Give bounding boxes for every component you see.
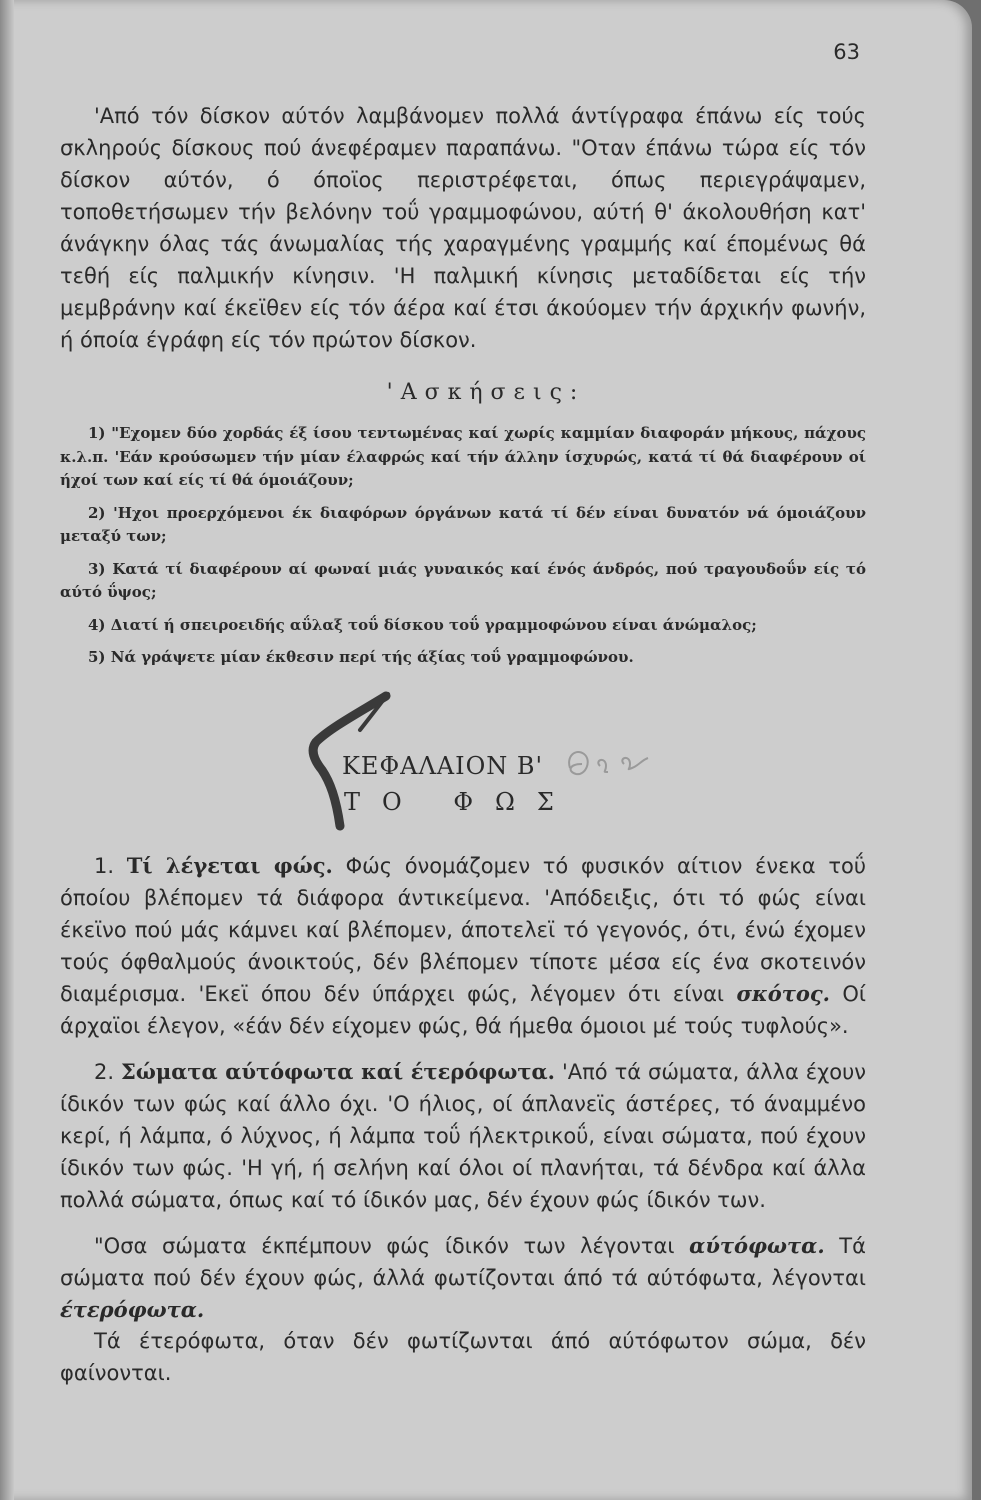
section-text: Τά σώματα πού δέν έχουν φώς, άλλά φωτίζονται άπό τά αύτόφωτα, λέγονται [60, 1234, 866, 1290]
section-number: 2. [94, 1060, 115, 1084]
section-text: 'Από τά σώματα, άλλα έχουν ίδικόν των φώς καί άλλο όχι. 'Ο ήλιος, οί άπλανεϊς άστέρες, τό άναμμένο κερί, ή λάμπα, ό λύχνος, ή λάμπα τοΰ ήλεκτρικοΰ, είναι σώματα, πού έχουν ίδικόν των φώς. 'Η γή, ή σελήνη καί όλοι οί πλανήται, τά δένδρα καί άλλα πολλά σώματα, όπως καί τό ίδικόν μας, δέν έχουν φώς ίδικόν των. [60, 1060, 866, 1212]
handwritten-note-icon [562, 738, 652, 788]
section-heading: Τί λέγεται φώς. [126, 853, 333, 878]
term-darkness: σκότος. [736, 981, 830, 1006]
definition-paragraph [60, 1230, 866, 1326]
section-what-is-light [60, 850, 866, 1042]
section-number: 1. [94, 854, 115, 878]
term-non-luminous: έτερόφωτα. [60, 1297, 205, 1322]
exercise-item: 1) "Εχομεν δύο χορδάς έξ ίσου τεντωμένας καί χωρίς καμμίαν διαφοράν μήκους, πάχους κ.λ.π. 'Εάν κρούσωμεν τήν μίαν έλαφρώς καί τήν άλλην ίσχυρώς, κατά τί θά διαφέρουν οί ήχοί των καί είς τί θά όμοιάζουν; [60, 424, 866, 489]
binding-edge [0, 0, 14, 1500]
page-number: 63 [833, 40, 860, 64]
intro-paragraph: 'Από τόν δίσκον αύτόν λαμβάνομεν πολλά άντίγραφα έπάνω είς τούς σκληρούς δίσκους πού άνεφέραμεν παραπάνω. "Οταν έπάνω τώρα είς τόν δίσκον αύτόν, ό όποϊος περιστρέφεται, όπως περιεγράψαμεν, τοποθετήσωμεν τήν βελόνην τοΰ γραμμοφώνου, αύτή θ' άκολουθήση κατ' άνάγκην όλας τάς άνωμαλίας τής χαραγμένης γραμμής καί έπομένως θά τεθή είς παλμικήν κίνησιν. 'Η παλμική κίνησις μεταδίδεται είς τήν μεμβράνην καί έκεϊθεν είς τόν άέρα καί έτσι άκούομεν τήν άρχικήν φωνήν, ή όποία έγράφη είς τόν πρώτον δίσκον. [60, 104, 866, 352]
exercise-item: 3) Κατά τί διαφέρουν αί φωναί μιάς γυναικός καί ένός άνδρός, πού τραγουδοΰν είς τό αύτό ΰψος; [60, 559, 866, 601]
section-luminous-bodies [60, 1056, 866, 1216]
section-heading: Σώματα αύτόφωτα καί έτερόφωτα. [121, 1059, 555, 1084]
exercises-list [60, 422, 866, 679]
closing-paragraph: Τά έτερόφωτα, όταν δέν φωτίζωνται άπό αύτόφωτον σώμα, δέν φαίνονται. [60, 1329, 866, 1385]
chapter-subtitle: ΤΟ ΦΩΣ [344, 788, 576, 816]
exercise-item: 4) Διατί ή σπειροειδής αΰλαξ τοΰ δίσκου τοΰ γραμμοφώνου είναι άνώμαλος; [88, 615, 757, 634]
section-text: Οί άρχαϊοι έλεγον, «έάν δέν είχομεν φώς, θά ήμεθα όμοιοι μέ τούς τυφλούς». [60, 982, 866, 1038]
chapter-heading-block [300, 690, 660, 840]
exercise-item: 5) Νά γράψετε μίαν έκθεσιν περί τής άξίας τοΰ γραμμοφώνου. [88, 648, 634, 666]
exercise-item: 2) 'Ηχοι προερχόμενοι έκ διαφόρων όργάνων κατά τί δέν είναι δυνατόν νά όμοιάζουν μεταξύ των; [60, 503, 866, 545]
term-self-luminous: αύτόφωτα. [689, 1233, 825, 1258]
section-text: Φώς όνομάζομεν τό φυσικόν αίτιον ένεκα τοΰ όποίου βλέπομεν τά διάφορα άντικείμενα. 'Απόδειξις, ότι τό φώς είναι έκεϊνο πού μάς κάμνει καί βλέπομεν, άποτελεϊ τό γεγονός, ότι, ένώ έχομεν τούς όφθαλμούς άνοικτούς, δέν βλέπομεν τίποτε μέσα είς ένα σκοτεινόν διαμέρισμα. 'Εκεϊ όπου δέν ύπάρχει φώς, λέγομεν ότι είναι [60, 854, 866, 1006]
section-text: "Οσα σώματα έκπέμπουν φώς ίδικόν των λέγονται [94, 1234, 690, 1258]
exercises-heading: 'Ασκήσεις: [386, 380, 586, 405]
chapter-title: ΚΕΦΑΛΑΙΟΝ Β' [342, 752, 544, 780]
